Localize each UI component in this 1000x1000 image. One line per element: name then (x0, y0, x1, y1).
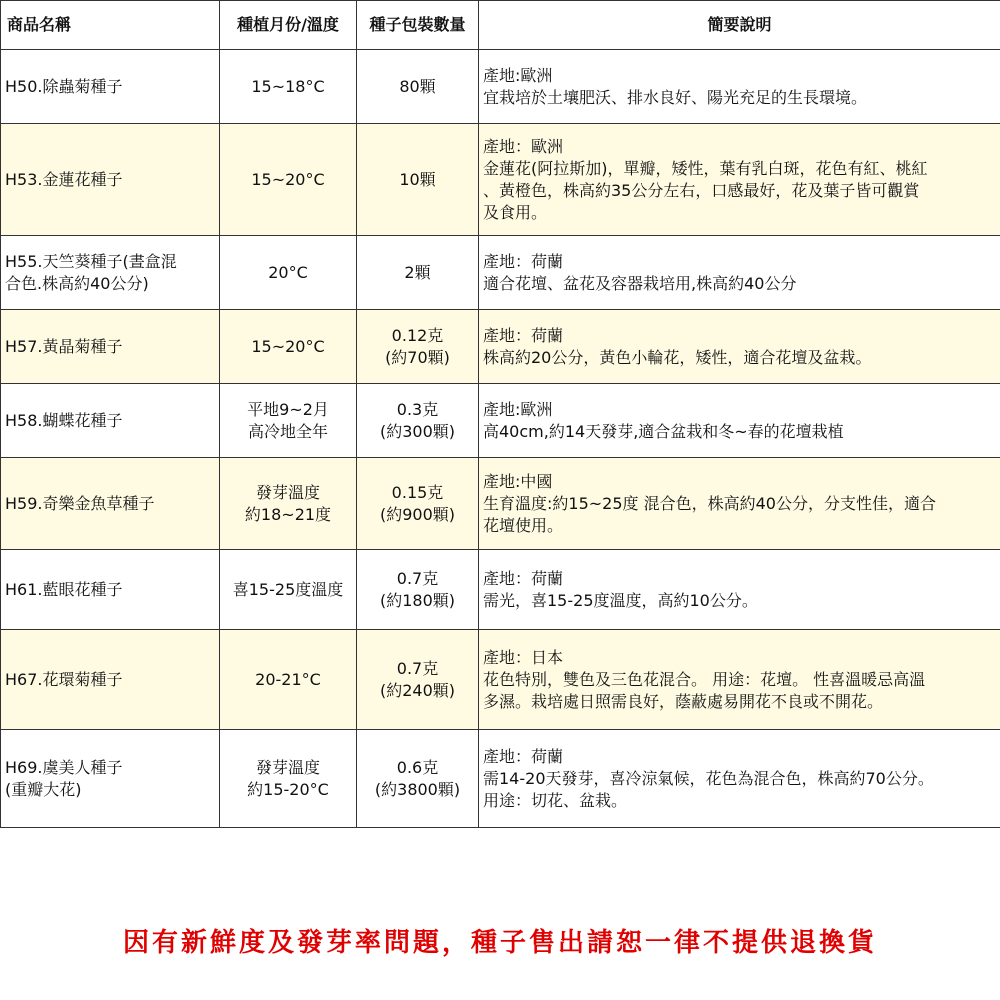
cell-text-line: H58.蝴蝶花種子 (5, 410, 123, 430)
product-name-cell (1, 310, 220, 384)
cell-text-line: 約18~21度 (244, 504, 332, 524)
cell-text-line: 產地：荷蘭 (483, 325, 564, 345)
cell-text-line: 產地：日本 (483, 647, 564, 667)
package-qty-cell (357, 310, 479, 384)
cell-text-line: 花色特別，雙色及三色花混合。 用途：花壇。 性喜溫暖忌高溫 (483, 669, 926, 689)
product-name-cell (1, 236, 220, 310)
package-qty-cell (357, 630, 479, 730)
cell-text-line: H67.花環菊種子 (5, 669, 123, 689)
cell-text-line: 需光，喜15-25度溫度，高約10公分。 (483, 590, 758, 610)
description-cell (479, 236, 1000, 310)
header-package-qty: 種子包裝數量 (357, 1, 479, 50)
cell-text-line: 金蓮花(阿拉斯加)，單瓣，矮性，葉有乳白斑，花色有紅、桃紅 (483, 158, 928, 178)
planting-temp-cell (220, 50, 357, 124)
planting-temp-cell (220, 310, 357, 384)
cell-text-line: 高40cm,約14天發芽,適合盆栽和冬~春的花壇栽植 (483, 421, 844, 441)
planting-temp-cell (220, 384, 357, 458)
cell-text-line: H50.除蟲菊種子 (5, 76, 123, 96)
planting-temp-cell (220, 458, 357, 550)
cell-text-line: (重瓣大花) (5, 779, 82, 799)
cell-text-line: 15~20°C (251, 336, 325, 356)
cell-text-line: 平地9~2月 (247, 399, 329, 419)
cell-text-line: 喜15-25度溫度 (232, 579, 344, 599)
description-cell (479, 458, 1000, 550)
description-cell (479, 384, 1000, 458)
cell-text-line: 80顆 (399, 76, 436, 96)
package-qty-cell (357, 236, 479, 310)
description-cell (479, 124, 1000, 236)
cell-text-line: 10顆 (399, 169, 436, 189)
cell-text-line: 0.15克 (391, 482, 444, 502)
cell-text-line: (約900顆) (379, 504, 456, 524)
cell-text-line: H61.藍眼花種子 (5, 579, 123, 599)
package-qty-cell (357, 50, 479, 124)
description-cell (479, 50, 1000, 124)
description-cell (479, 550, 1000, 630)
table-row (1, 730, 1000, 828)
cell-text-line: 產地：荷蘭 (483, 251, 564, 271)
cell-text-line: 多濕。栽培處日照需良好，蔭蔽處易開花不良或不開花。 (483, 691, 884, 711)
cell-text-line: (約240顆) (379, 680, 456, 700)
cell-text-line: 花壇使用。 (483, 515, 564, 535)
cell-text-line: 15~18°C (251, 76, 325, 96)
table-body (1, 50, 1000, 828)
cell-text-line: (約3800顆) (374, 779, 461, 799)
package-qty-cell (357, 124, 479, 236)
table-row (1, 236, 1000, 310)
cell-text-line: 發芽溫度 (255, 757, 320, 777)
cell-text-line: 2顆 (404, 262, 431, 282)
table-row (1, 550, 1000, 630)
cell-text-line: (約180顆) (379, 590, 456, 610)
cell-text-line: 及食用。 (483, 202, 548, 222)
cell-text-line: 適合花壇、盆花及容器栽培用,株高約40公分 (483, 273, 797, 293)
cell-text-line: (約70顆) (385, 347, 450, 367)
cell-text-line: 產地:中國 (483, 471, 553, 491)
table-row (1, 50, 1000, 124)
cell-text-line: 用途：切花、盆栽。 (483, 790, 628, 810)
no-return-notice: 因有新鮮度及發芽率問題，種子售出請恕一律不提供退換貨 (122, 928, 877, 958)
cell-text-line: 生育溫度:約15~25度 混合色，株高約40公分，分支性佳，適合 (483, 493, 936, 513)
description-cell (479, 310, 1000, 384)
cell-text-line: (約300顆) (379, 421, 456, 441)
cell-text-line: 產地：荷蘭 (483, 746, 564, 766)
cell-text-line: 20°C (268, 262, 308, 282)
header-planting-temp: 種植月份/溫度 (220, 1, 357, 50)
cell-text-line: 株高約20公分，黃色小輪花，矮性，適合花壇及盆栽。 (483, 347, 872, 367)
cell-text-line: 產地:歐洲 (483, 65, 553, 85)
product-name-cell (1, 550, 220, 630)
header-product-name: 商品名稱 (1, 1, 220, 50)
table-row (1, 124, 1000, 236)
cell-text-line: 產地：荷蘭 (483, 568, 564, 588)
cell-text-line: H57.黃晶菊種子 (5, 336, 123, 356)
cell-text-line: 產地:歐洲 (483, 399, 553, 419)
cell-text-line: 0.3克 (396, 399, 439, 419)
cell-text-line: 20-21°C (255, 669, 321, 689)
table-row (1, 458, 1000, 550)
cell-text-line: 需14-20天發芽，喜冷涼氣候，花色為混合色，株高約70公分。 (483, 768, 934, 788)
description-cell (479, 630, 1000, 730)
header-description: 簡要說明 (479, 1, 1000, 50)
package-qty-cell (357, 458, 479, 550)
package-qty-cell (357, 384, 479, 458)
cell-text-line: 合色.株高約40公分) (5, 273, 149, 293)
table-row (1, 384, 1000, 458)
product-name-cell (1, 458, 220, 550)
cell-text-line: 15~20°C (251, 169, 325, 189)
cell-text-line: H53.金蓮花種子 (5, 169, 123, 189)
cell-text-line: 、黃橙色，株高約35公分左右，口感最好，花及葉子皆可觀賞 (483, 180, 920, 200)
package-qty-cell (357, 730, 479, 828)
planting-temp-cell (220, 550, 357, 630)
product-name-cell (1, 630, 220, 730)
cell-text-line: 0.7克 (396, 658, 439, 678)
cell-text-line: 發芽溫度 (255, 482, 320, 502)
product-name-cell (1, 124, 220, 236)
table-header-row (1, 1, 1000, 50)
cell-text-line: 0.12克 (391, 325, 444, 345)
product-name-cell (1, 50, 220, 124)
cell-text-line: 0.6克 (396, 757, 439, 777)
planting-temp-cell (220, 236, 357, 310)
product-name-cell (1, 730, 220, 828)
cell-text-line: 約15-20°C (247, 779, 329, 799)
table-row (1, 310, 1000, 384)
cell-text-line: H59.奇樂金魚草種子 (5, 493, 155, 513)
cell-text-line: 宜栽培於土壤肥沃、排水良好、陽光充足的生長環境。 (483, 87, 868, 107)
cell-text-line: 0.7克 (396, 568, 439, 588)
cell-text-line: 產地：歐洲 (483, 136, 564, 156)
product-name-cell (1, 384, 220, 458)
planting-temp-cell (220, 124, 357, 236)
cell-text-line: H69.虞美人種子 (5, 757, 123, 777)
planting-temp-cell (220, 630, 357, 730)
description-cell (479, 730, 1000, 828)
package-qty-cell (357, 550, 479, 630)
cell-text-line: 高冷地全年 (247, 421, 328, 441)
table-row (1, 630, 1000, 730)
cell-text-line: H55.天竺葵種子(晝盒混 (5, 251, 177, 271)
planting-temp-cell (220, 730, 357, 828)
